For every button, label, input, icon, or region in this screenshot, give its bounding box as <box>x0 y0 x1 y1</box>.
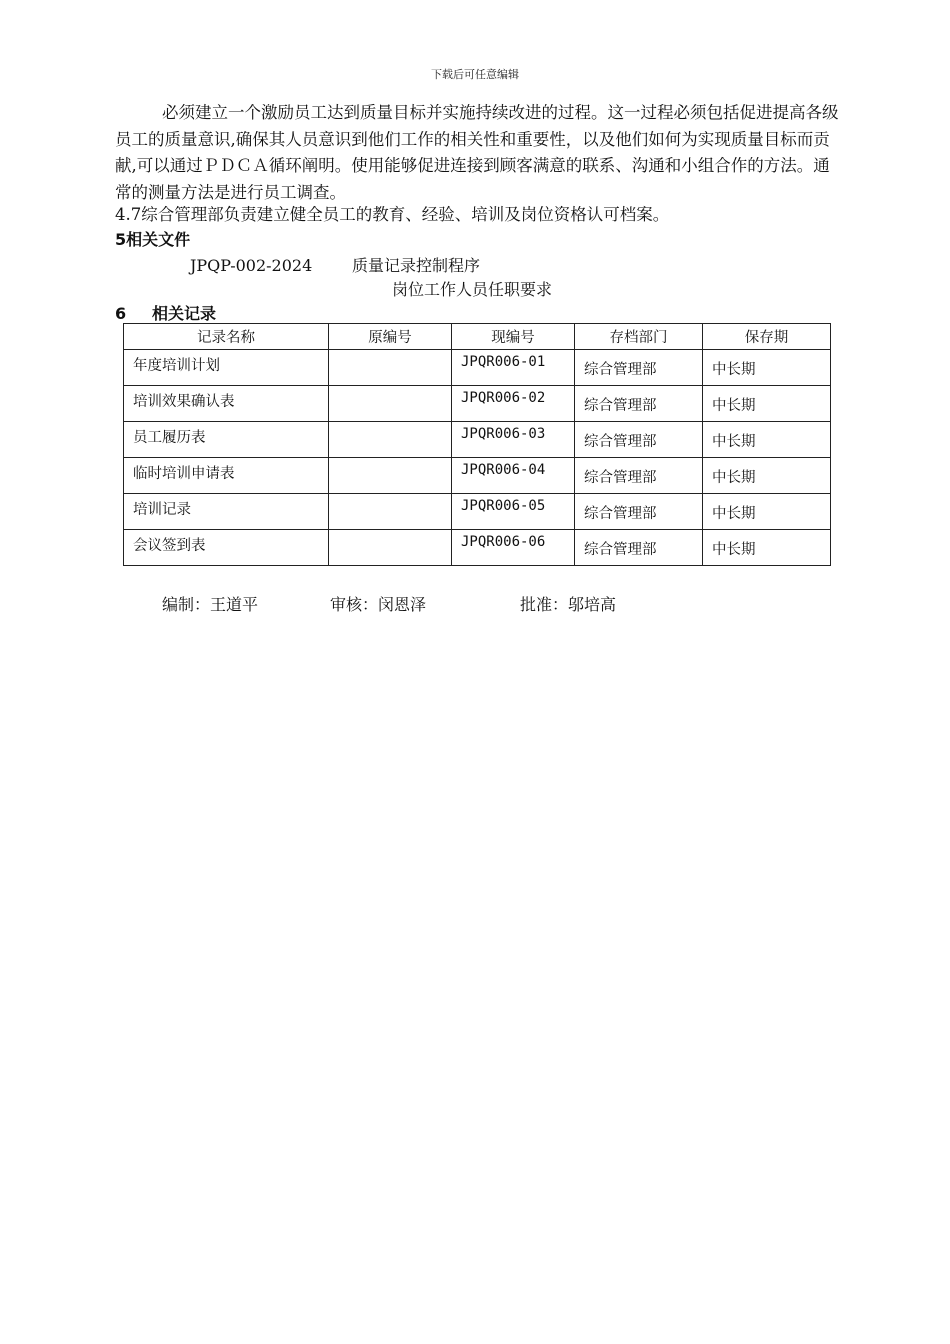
original-no <box>338 530 442 534</box>
header-record-name: 记录名称 <box>124 324 329 350</box>
related-doc-code: JPQP-002-2024 <box>190 256 313 275</box>
related-doc-name-2: 岗位工作人员任职要求 <box>392 280 553 299</box>
item-4-7: 4.7综合管理部负责建立健全员工的教育、经验、培训及岗位资格认可档案。 <box>115 205 670 224</box>
retention: 中长期 <box>712 506 756 522</box>
signoff-prepared: 编制：王道平 <box>162 595 259 614</box>
table-row <box>124 422 831 458</box>
signoff-reviewed: 审核：闵恩泽 <box>330 595 427 614</box>
original-no <box>338 494 442 498</box>
table-row <box>124 458 831 494</box>
signoff-approved: 批准：邬培高 <box>520 595 617 614</box>
header-current-no: 现编号 <box>452 324 575 350</box>
table-row <box>124 350 831 386</box>
table-row <box>124 530 831 566</box>
retention: 中长期 <box>712 362 756 378</box>
original-no <box>338 386 442 390</box>
record-name: 年度培训计划 <box>133 358 220 374</box>
record-name: 临时培训申请表 <box>133 466 235 482</box>
current-no: JPQR006-05 <box>461 498 546 514</box>
current-no: JPQR006-04 <box>461 462 546 478</box>
retention: 中长期 <box>712 542 756 558</box>
archive-dept: 综合管理部 <box>584 362 657 378</box>
page-header: 下载后可任意编辑 <box>431 68 519 81</box>
archive-dept: 综合管理部 <box>584 506 657 522</box>
header-archive-dept: 存档部门 <box>575 324 703 350</box>
related-doc-row <box>190 253 480 276</box>
archive-dept: 综合管理部 <box>584 434 657 450</box>
original-no <box>338 458 442 462</box>
original-no <box>338 422 442 426</box>
header-retention: 保存期 <box>703 324 831 350</box>
table-row <box>124 386 831 422</box>
retention: 中长期 <box>712 398 756 414</box>
current-no: JPQR006-01 <box>461 354 546 370</box>
record-name: 培训记录 <box>133 502 191 518</box>
current-no: JPQR006-02 <box>461 390 546 406</box>
section-6-number: 6 <box>115 304 127 323</box>
record-name: 培训效果确认表 <box>133 394 235 410</box>
archive-dept: 综合管理部 <box>584 542 657 558</box>
table-header-row <box>124 324 831 350</box>
retention: 中长期 <box>712 470 756 486</box>
section-6-heading <box>115 301 216 324</box>
related-doc-name: 质量记录控制程序 <box>352 256 481 275</box>
records-table <box>123 323 831 566</box>
original-no <box>338 350 442 354</box>
current-no: JPQR006-06 <box>461 534 546 550</box>
section-6-title: 相关记录 <box>152 304 217 323</box>
record-name: 会议签到表 <box>133 538 206 554</box>
header-original-no: 原编号 <box>329 324 452 350</box>
retention: 中长期 <box>712 434 756 450</box>
body-paragraph: 必须建立一个激励员工达到质量目标并实施持续改进的过程。这一过程必须包括促进提高各级员工的质量意识,确保其人员意识到他们工作的相关性和重要性，以及他们如何为实现质量目标而贡献,可以通过ＰＤＣＡ循环阐明。使用能够促进连接到顾客满意的联系、沟通和小组合作的方法。通常的测量方法是进行员工调查。 <box>115 103 839 202</box>
archive-dept: 综合管理部 <box>584 470 657 486</box>
current-no: JPQR006-03 <box>461 426 546 442</box>
section-5-title: 5相关文件 <box>115 230 191 249</box>
record-name: 员工履历表 <box>133 430 206 446</box>
archive-dept: 综合管理部 <box>584 398 657 414</box>
table-row <box>124 494 831 530</box>
